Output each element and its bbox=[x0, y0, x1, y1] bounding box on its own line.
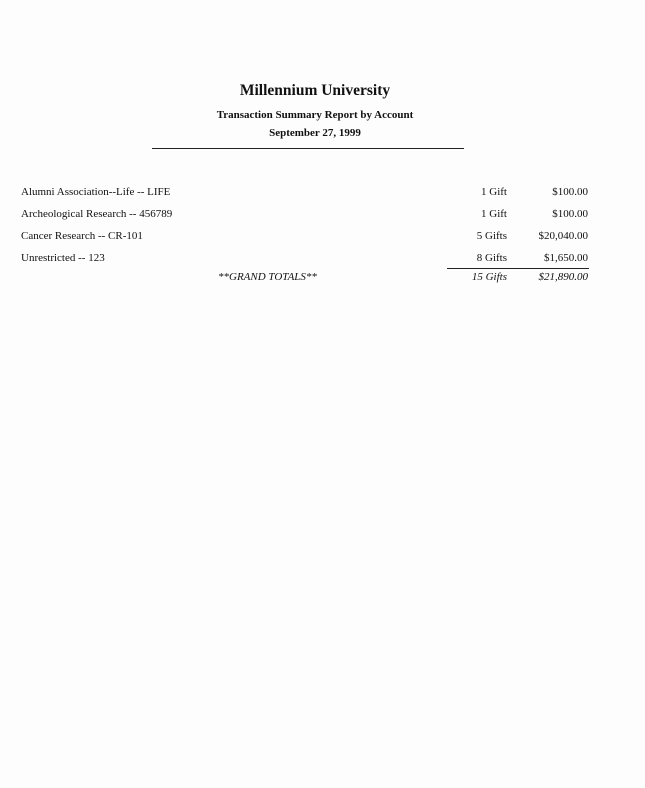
account-row bbox=[0, 186, 645, 202]
account-row bbox=[0, 230, 645, 246]
account-name: Alumni Association--Life -- LIFE bbox=[21, 186, 171, 198]
account-name: Unrestricted -- 123 bbox=[21, 252, 105, 264]
gift-count: 5 Gifts bbox=[476, 230, 507, 242]
account-row bbox=[0, 252, 645, 268]
gift-amount: $100.00 bbox=[552, 208, 588, 220]
account-row bbox=[0, 208, 645, 224]
account-name: Archeological Research -- 456789 bbox=[21, 208, 173, 220]
gift-amount: $20,040.00 bbox=[538, 230, 588, 242]
gift-count: 1 Gift bbox=[481, 186, 507, 198]
header-divider bbox=[152, 148, 464, 149]
gift-count: 8 Gifts bbox=[476, 252, 507, 264]
grand-totals-label: **GRAND TOTALS** bbox=[218, 271, 317, 283]
report-date: September 27, 1999 bbox=[269, 127, 361, 139]
totals-divider bbox=[447, 268, 589, 269]
account-name: Cancer Research -- CR-101 bbox=[21, 230, 143, 242]
gift-count: 1 Gift bbox=[481, 208, 507, 220]
total-gift-count: 15 Gifts bbox=[471, 271, 507, 283]
gift-amount: $100.00 bbox=[552, 186, 588, 198]
organization-title: Millennium University bbox=[239, 82, 391, 99]
gift-amount: $1,650.00 bbox=[544, 252, 588, 264]
report-title: Transaction Summary Report by Account bbox=[216, 109, 414, 121]
total-amount: $21,890.00 bbox=[538, 271, 588, 283]
